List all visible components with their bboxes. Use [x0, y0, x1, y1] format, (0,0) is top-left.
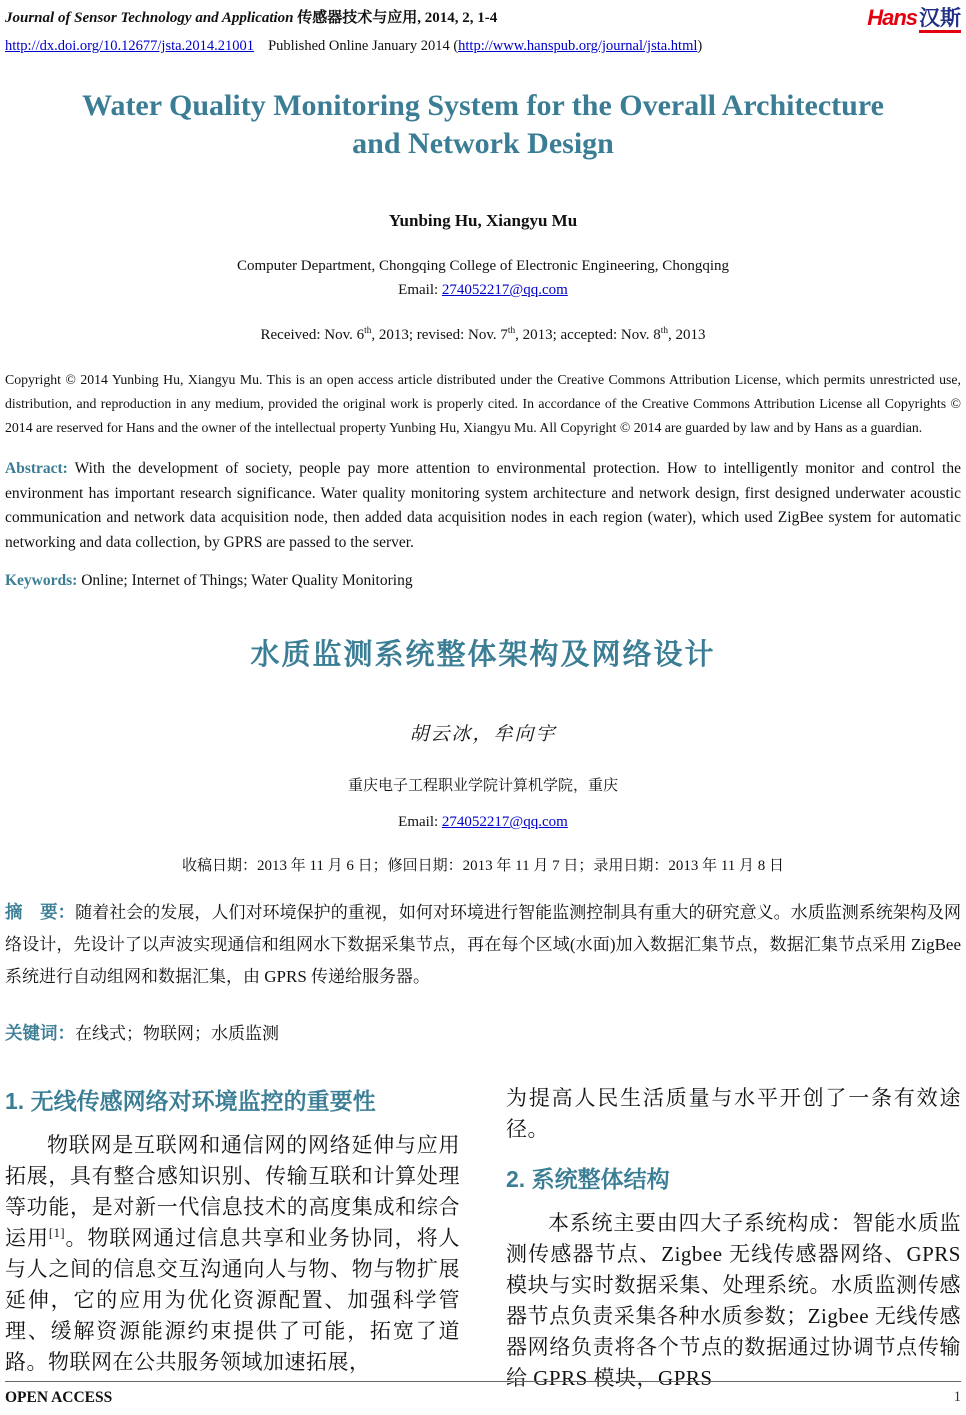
page-number: 1	[953, 1389, 961, 1405]
left-column	[5, 1083, 460, 1394]
authors-en: Yunbing Hu, Xiangyu Mu	[388, 211, 578, 230]
abstract-cn	[5, 896, 961, 993]
received-part: , 2013; revised: Nov. 7	[371, 327, 508, 343]
section-2-heading: 2. 系统整体结构	[506, 1166, 670, 1192]
page-footer	[5, 1381, 961, 1407]
received-sup: th	[364, 326, 372, 336]
affiliation-cn: 重庆电子工程职业学院计算机学院，重庆	[347, 778, 618, 794]
paper-title-en-line1: Water Quality Monitoring System for the Overall Architecture	[82, 89, 884, 122]
citation-ref-1: [1]	[48, 1226, 66, 1240]
journal-name-line	[5, 6, 497, 27]
email-line-en	[5, 282, 961, 299]
abstract-en	[5, 457, 961, 555]
email-label: Email:	[398, 282, 442, 298]
received-part: Received: Nov. 6	[260, 327, 365, 343]
received-sup: th	[507, 326, 516, 336]
published-online-close: )	[697, 38, 703, 54]
section-2-paragraph: 本系统主要由四大子系统构成：智能水质监测传感器节点、Zigbee 无线传感器网络、GPRS 模块与实时数据采集、处理系统。水质监测传感器节点负责采集各种水质参数；Zigbee 无线传感器网络负责将各个节点的数据通过协调节点传输给 GPRS 模块，GPRS	[506, 1211, 961, 1390]
published-online-text: Published Online January 2014 (	[268, 38, 459, 54]
copyright-notice: Copyright © 2014 Yunbing Hu, Xiangyu Mu. This is an open access article distributed under the Creative Commons Attribution License, which permits unrestricted use, distribution, and reproduction in any medium, provided the original work is properly cited. In accordance of the Creative Commons Attribution License all Copyrights © 2014 are reserved for Hans and the owner of the intellectual property Yunbing Hu, Xiangyu Mu. All Copyright © 2014 are guarded by law and by Hans as a guardian.	[5, 372, 961, 435]
two-column-body	[5, 1083, 961, 1394]
section-1-paragraph-continuation: 为提高人民生活质量与水平开创了一条有效途径。	[506, 1086, 961, 1141]
abstract-cn-text: 随着社会的发展，人们对环境保护的重视，如何对环境进行智能监测控制具有重大的研究意义。水质监测系统架构及网络设计，先设计了以声波实现通信和组网水下数据采集节点，再在每个区域(水面)加入数据汇集节点，数据汇集节点采用 ZigBee 系统进行自动组网和数据汇集，由 GPRS 传递给服务器。	[5, 903, 962, 986]
authors-cn: 胡云冰，牟向宇	[409, 724, 557, 745]
keywords-text: Online; Internet of Things; Water Quality Monitoring	[77, 572, 413, 589]
journal-name-cn: 传感器技术与应用, 2014, 2, 1-4	[297, 10, 498, 26]
section-1-heading: 1. 无线传感网络对环境监控的重要性	[5, 1088, 376, 1114]
dates-cn: 收稿日期：2013 年 11 月 6 日；修回日期：2013 年 11 月 7 日；录用日期：2013 年 11 月 8 日	[181, 858, 785, 874]
hans-logo	[867, 7, 961, 33]
open-access-label: OPEN ACCESS	[5, 1389, 113, 1406]
received-part: , 2013; accepted: Nov. 8	[515, 327, 661, 343]
received-sup: th	[660, 326, 668, 336]
doi-link[interactable]: http://dx.doi.org/10.12677/jsta.2014.21001	[5, 38, 255, 54]
abstract-text: With the development of society, people pay more attention to environmental protection. How to intelligently monitor and control the environment has important research significance. Water quality monitoring system architecture and network design, first designed underwater acoustic communication and network data acquisition node, then added data acquisition nodes in each region (water), which used ZigBee system for automatic networking and data collection, by GPRS are passed to the server.	[5, 460, 961, 551]
received-dates	[5, 327, 961, 344]
keywords-label: Keywords:	[5, 572, 78, 589]
journal-url-link[interactable]: http://www.hanspub.org/journal/jsta.html	[458, 38, 698, 54]
affiliation-en: Computer Department, Chongqing College of Electronic Engineering, Chongqing	[237, 258, 729, 274]
hans-logo-cn: 汉斯	[919, 8, 961, 33]
hans-logo-text: Hans	[867, 5, 917, 30]
section-1-text-cont: 。物联网通过信息共享和业务协同，将人与人之间的信息交互沟通向人与物、物与物扩展延伸，它的应用为优化资源配置、加强科学管理、缓解资源能源约束提供了可能，拓宽了道路。物联网在公共服务领域加速拓展，	[5, 1226, 461, 1374]
email-link[interactable]: 274052217@qq.com	[441, 282, 568, 298]
section-1-text: 物联网是互联网和通信网的网络延伸与应用拓展，具有整合感知识别、传输互联和计算处理等功能，是对新一代信息技术的高度集成和综合运用	[5, 1133, 460, 1250]
abstract-cn-label: 摘 要：	[5, 902, 76, 922]
keywords-cn	[5, 1019, 961, 1045]
journal-name-en: Journal of Sensor Technology and Application	[5, 10, 294, 26]
keywords-cn-label: 关键词：	[5, 1023, 75, 1043]
section-1-paragraph	[5, 1130, 460, 1378]
email-line-cn	[5, 814, 961, 831]
paper-title-cn: 水质监测系统整体架构及网络设计	[250, 639, 716, 671]
paper-title-en	[5, 87, 961, 163]
paper-title-en-line2: and Network Design	[352, 127, 614, 160]
keywords-en	[5, 572, 961, 590]
doi-line	[5, 38, 961, 55]
keywords-cn-text: 在线式；物联网；水质监测	[75, 1024, 279, 1043]
email-label-cn: Email:	[398, 814, 442, 830]
email-link-cn[interactable]: 274052217@qq.com	[441, 814, 568, 830]
right-column	[506, 1083, 961, 1394]
journal-header	[5, 6, 961, 33]
received-part: , 2013	[667, 327, 706, 343]
abstract-label: Abstract:	[5, 460, 68, 477]
